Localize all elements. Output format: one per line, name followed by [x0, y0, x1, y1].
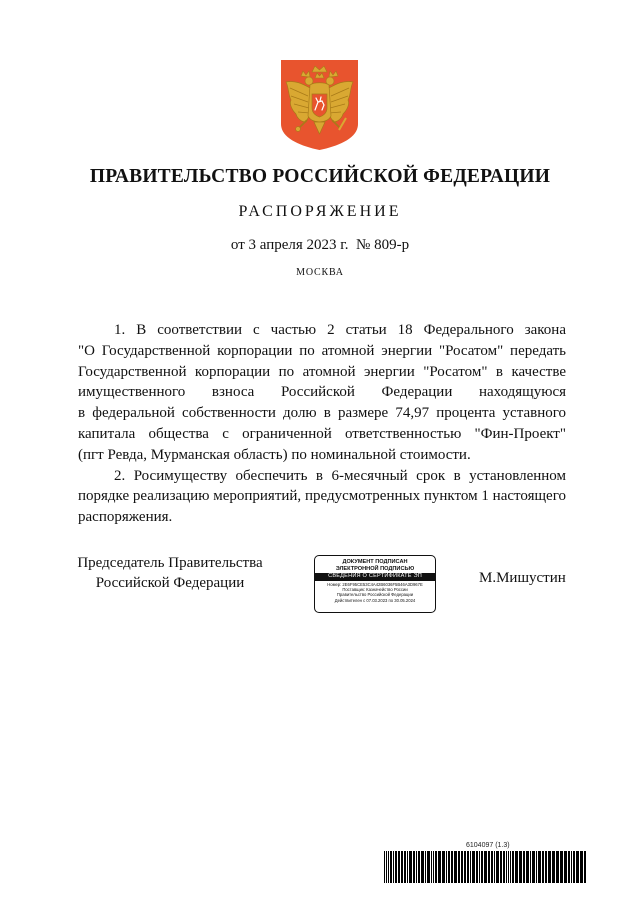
stamp-issuer: Поставщик: Казначейство России — [342, 586, 408, 592]
paragraph-1-line: 1. В соответствии с частью 2 статьи 18 Федерального закона — [114, 322, 566, 338]
paragraph-2-line: 2. Росимуществу обеспечить в 6-месячный срок в установленном — [114, 467, 566, 484]
paragraph-1-line: Государственной корпорации по атомной энергии "Росатом" в качестве — [78, 363, 566, 380]
signer-name: М.Мишустин — [479, 570, 566, 586]
paragraph-2-line: распоряжения. — [78, 509, 173, 526]
stamp-issuer: Правительство Российской Федерации — [336, 592, 414, 598]
signer-role — [70, 553, 270, 593]
paragraph-1-line: капитала общества с ограниченной ответственностью "Фин-Проект" — [78, 425, 566, 442]
stamp-heading-line: ЭЛЕКТРОННОЙ ПОДПИСЬЮ — [335, 565, 415, 572]
document-date-number: от 3 апреля 2023 г. № 809-р — [230, 237, 410, 253]
stamp-validity: Действителен с 07.03.2023 по 30.05.2024 — [334, 597, 416, 603]
stamp-certificate-bar: СВЕДЕНИЯ О СЕРТИФИКАТЕ ЭП — [315, 573, 435, 581]
document-type: РАСПОРЯЖЕНИЕ — [238, 203, 402, 220]
stamp-cert-number: Номер: 2E6F95CE53C4A42B6036F5B46A3D967E — [327, 581, 423, 587]
paragraph-1-line: "О Государственной корпорации по атомной энергии "Росатом" передать — [78, 342, 566, 359]
coat-of-arms-emblem — [279, 58, 360, 151]
document-city: МОСКВА — [296, 267, 344, 278]
paragraph-1-line: имущественного взноса Российской Федерации находящуюся — [78, 384, 566, 401]
paragraph-1-line: в федеральной собственности долю в размере 74,97 процента уставного — [78, 405, 566, 422]
signer-role-line: Председатель Правительства — [77, 555, 263, 571]
paragraph-2-line: порядке реализацию мероприятий, предусмотренных пунктом 1 настоящего — [78, 488, 566, 505]
barcode-image — [384, 851, 589, 883]
document-body — [78, 320, 566, 528]
stamp-heading — [315, 559, 435, 572]
electronic-signature-stamp — [314, 555, 436, 613]
signer-role-line: Российской Федерации — [95, 575, 245, 591]
page-title: ПРАВИТЕЛЬСТВО РОССИЙСКОЙ ФЕДЕРАЦИИ — [89, 166, 551, 187]
stamp-heading-line: ДОКУМЕНТ ПОДПИСАН — [342, 559, 408, 565]
barcode-number: 6104097 (1.3) — [466, 842, 510, 849]
paragraph-1-line: (пгт Ревда, Мурманская область) по номинальной стоимости. — [78, 446, 471, 463]
